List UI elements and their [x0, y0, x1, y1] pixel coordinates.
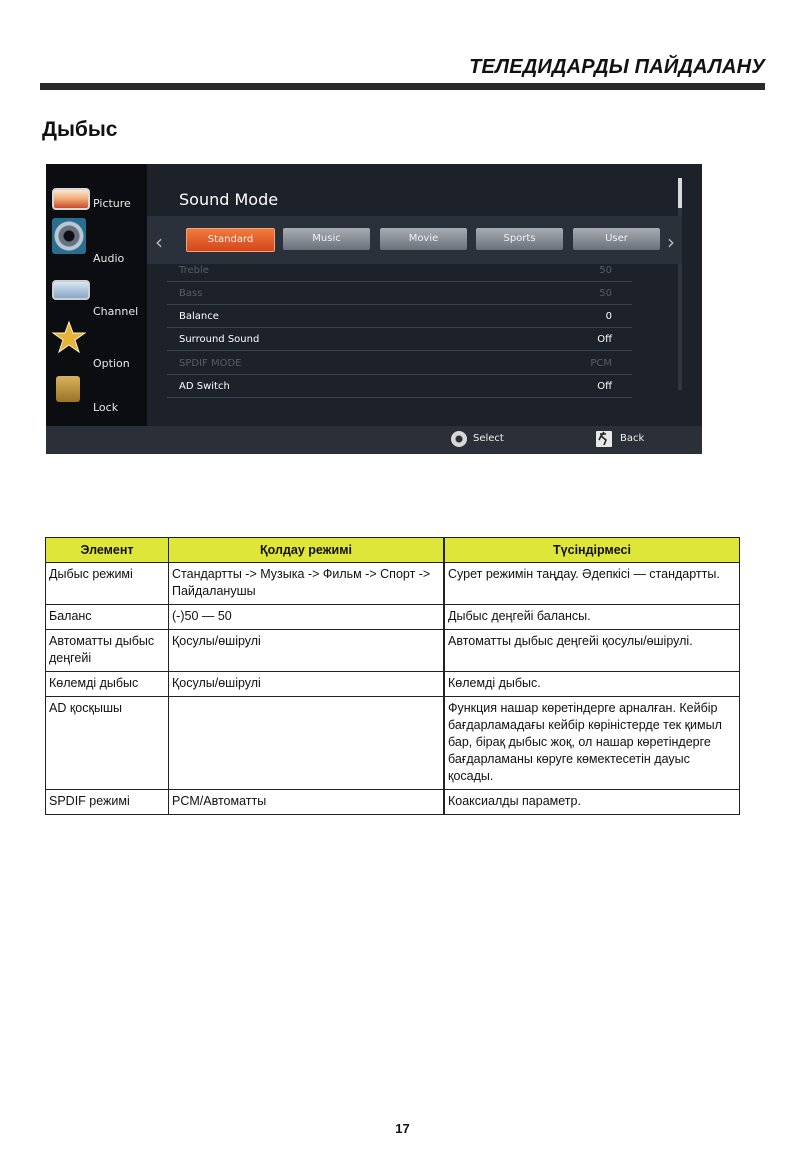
- star-icon: [52, 320, 86, 354]
- table-cell: Қосулы/өшірулі: [169, 672, 445, 697]
- setting-row-surround-sound[interactable]: [167, 328, 632, 351]
- mode-button-sports[interactable]: Sports: [476, 228, 563, 250]
- back-hint[interactable]: Back: [620, 433, 645, 444]
- column-header-mode: Қолдау режимі: [169, 538, 445, 563]
- table-cell: Көлемді дыбыс.: [444, 672, 740, 697]
- table-header-row: [46, 538, 740, 563]
- setting-row-balance[interactable]: [167, 305, 632, 328]
- table-cell: Сурет режимін таңдау. Әдепкісі — стандартты.: [444, 563, 740, 605]
- sidebar-item-audio[interactable]: [46, 218, 147, 270]
- channel-icon: [52, 280, 90, 300]
- setting-row-spdif-mode: [167, 352, 632, 375]
- speaker-icon: [52, 218, 86, 254]
- tv-footer: [46, 426, 702, 454]
- lock-icon: [56, 376, 80, 402]
- table-cell: PCM/Автоматты: [169, 790, 445, 815]
- select-icon: [451, 431, 467, 447]
- mode-button-user[interactable]: User: [573, 228, 660, 250]
- table-cell: SPDIF режимі: [46, 790, 169, 815]
- menu-title: Sound Mode: [179, 190, 279, 209]
- setting-label: AD Switch: [179, 381, 230, 392]
- setting-value: 0: [605, 311, 612, 322]
- table-cell: Дыбыс режимі: [46, 563, 169, 605]
- tv-main-panel: [147, 164, 702, 426]
- tv-sidebar: [46, 164, 147, 426]
- table-cell: Қосулы/өшірулі: [169, 630, 445, 672]
- column-header-description: Түсіндірмесі: [444, 538, 740, 563]
- setting-label: SPDIF MODE: [179, 358, 242, 369]
- sidebar-item-label: Option: [93, 357, 130, 370]
- settings-table: [45, 537, 740, 815]
- sidebar-item-label: Audio: [93, 252, 125, 265]
- table-cell: Функция нашар көретіндерге арналған. Кейбір бағдарламадағы кейбір көріністерде тек қимыл бар, бірақ дыбыс жоқ, ол нашар көретіндерге бағдарламаны көруге көмектесетін дауыс қосады.: [444, 697, 740, 790]
- mode-button-music[interactable]: Music: [283, 228, 370, 250]
- setting-value: Off: [597, 381, 612, 392]
- select-hint[interactable]: Select: [473, 433, 504, 444]
- setting-value: 50: [599, 265, 612, 276]
- setting-value: Off: [597, 334, 612, 345]
- page-number: 17: [395, 1121, 410, 1136]
- setting-label: Treble: [179, 265, 209, 276]
- table-row: [46, 697, 740, 790]
- table-row: [46, 672, 740, 697]
- setting-row-ad-switch[interactable]: [167, 375, 632, 398]
- back-icon: [596, 431, 612, 447]
- table-cell: AD қосқышы: [46, 697, 169, 790]
- sidebar-item-label: Picture: [93, 197, 131, 210]
- setting-row-bass: [167, 282, 632, 305]
- header-rule: [40, 83, 765, 90]
- sidebar-item-label: Lock: [93, 401, 119, 414]
- table-row: [46, 605, 740, 630]
- table-cell: Автоматты дыбыс деңгейі: [46, 630, 169, 672]
- sidebar-item-channel[interactable]: [46, 270, 147, 322]
- mode-button-movie[interactable]: Movie: [380, 228, 467, 250]
- table-cell: Көлемді дыбыс: [46, 672, 169, 697]
- setting-label: Bass: [179, 288, 203, 299]
- page-header-title: ТЕЛЕДИДАРДЫ ПАЙДАЛАНУ: [469, 56, 765, 78]
- table-row: [46, 563, 740, 605]
- section-title: Дыбыс: [42, 118, 118, 141]
- column-header-element: Элемент: [46, 538, 169, 563]
- setting-row-treble: [167, 259, 632, 282]
- mode-button-standard[interactable]: Standard: [186, 228, 275, 252]
- table-cell: (-)50 — 50: [169, 605, 445, 630]
- table-row: [46, 790, 740, 815]
- scrollbar-thumb[interactable]: [678, 178, 682, 208]
- table-cell: Стандартты -> Музыка -> Фильм -> Спорт -> Пайдаланушы: [169, 563, 445, 605]
- setting-value: PCM: [590, 358, 612, 369]
- sidebar-item-option[interactable]: [46, 316, 147, 368]
- tv-menu-screenshot: [46, 164, 702, 454]
- sidebar-item-label: Channel: [93, 305, 139, 318]
- chevron-right-icon[interactable]: ›: [667, 230, 675, 254]
- setting-label: Balance: [179, 311, 219, 322]
- table-cell: Баланс: [46, 605, 169, 630]
- table-cell: Коаксиалды параметр.: [444, 790, 740, 815]
- scrollbar-track[interactable]: [678, 178, 682, 390]
- table-row: [46, 630, 740, 672]
- table-cell: Автоматты дыбыс деңгейі қосулы/өшірулі.: [444, 630, 740, 672]
- chevron-left-icon[interactable]: ‹: [155, 230, 163, 254]
- setting-value: 50: [599, 288, 612, 299]
- table-cell: Дыбыс деңгейі балансы.: [444, 605, 740, 630]
- picture-icon: [52, 188, 90, 210]
- setting-label: Surround Sound: [179, 334, 260, 345]
- sidebar-item-lock[interactable]: [46, 372, 147, 424]
- table-cell: [169, 697, 445, 790]
